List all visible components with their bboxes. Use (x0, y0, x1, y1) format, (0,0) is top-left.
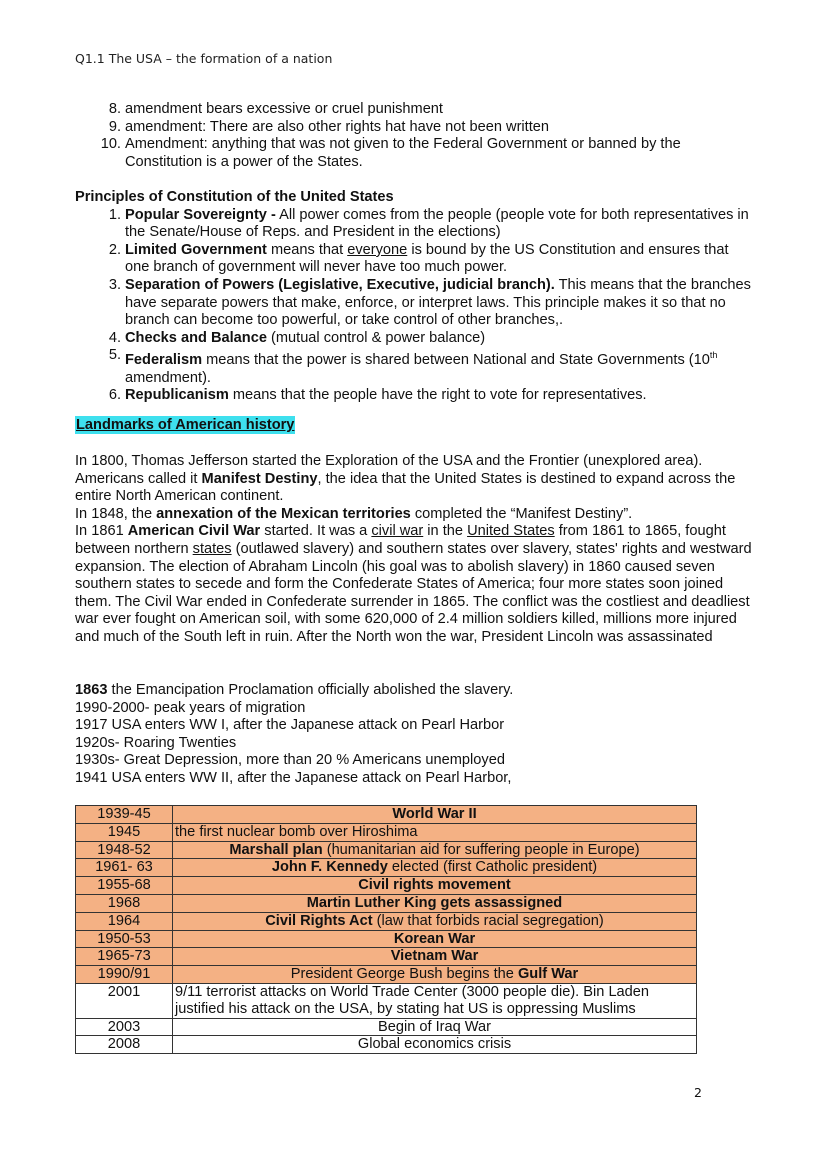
table-row: 1968 Martin Luther King gets assassigned (76, 894, 697, 912)
principles-block (75, 189, 755, 405)
list-item: 9. amendment: There are also other rights hat have not been written (108, 118, 550, 135)
table-row: 1961- 63 John F. Kennedy elected (first Catholic president) (76, 859, 697, 877)
dates-block (75, 682, 755, 788)
page-header: Q1.1 The USA – the formation of a nation (75, 51, 333, 66)
landmarks-text (75, 453, 753, 647)
paragraph: In 1800, Thomas Jefferson started the Exploration of the USA and the Frontier (unexplored area). Americans called it Manifest Destiny, the idea that the United States is destined to expand across the entire North American continent. (75, 453, 736, 505)
amendments-block (75, 101, 755, 171)
paragraph: In 1861 American Civil War started. It was a civil war in the United States from 1861 to 1865, fought between northern states (outlawed slavery) and southern states over slavery, states' rights and westward expansion. The election of Abraham Lincoln (his goal was to abolish slavery) in 1860 caused seven southern states to secede and form the Confederate States of America; four more states soon joined them. The Civil War ended in Confederate surrender in 1865. The conflict was the costliest and deadliest war ever fought on American soil, with some 620,000 of 2.4 million soldiers killed, millions more injured and much of the South left in ruin. After the North won the war, President Lincoln was assassinated (75, 523, 752, 645)
principles-list (75, 207, 755, 405)
table-row: 1965-73 Vietnam War (76, 948, 697, 966)
timeline-table (75, 805, 697, 1054)
table-row: 2008 Global economics crisis (76, 1036, 697, 1054)
landmarks-heading: Landmarks of American history (76, 417, 295, 433)
date-line: 1941 USA enters WW II, after the Japanese attack on Pearl Harbor, (75, 769, 512, 786)
list-item: 2. Limited Government means that everyone is bound by the US Constitution and ensures that one branch of government will never have too much power. (108, 241, 729, 276)
date-line: 1863 the Emancipation Proclamation officially abolished the slavery. (75, 682, 514, 698)
page-number: 2 (694, 1085, 702, 1100)
table-row: 1964 Civil Rights Act (law that forbids racial segregation) (76, 912, 697, 930)
table-row: 1948-52 Marshall plan (humanitarian aid for suffering people in Europe) (76, 841, 697, 859)
table-row: 1950-53 Korean War (76, 930, 697, 948)
date-line: 1920s- Roaring Twenties (75, 734, 237, 751)
list-item: 3. Separation of Powers (Legislative, Executive, judicial branch). This means that the branches have separate powers that make, enforce, or interpret laws. This principle makes it so that no branch can become too powerful, or take control of other branches,. (108, 276, 751, 329)
table-row: 1945 the first nuclear bomb over Hiroshima (76, 823, 697, 841)
list-item: 10. Amendment: anything that was not given to the Federal Government or banned by the Constitution is a power of the States. (100, 136, 681, 170)
principles-heading: Principles of Constitution of the United States (75, 189, 394, 205)
list-item: 6. Republicanism means that the people have the right to vote for representatives. (108, 387, 647, 404)
paragraph: In 1848, the annexation of the Mexican territories completed the “Manifest Destiny”. (75, 505, 633, 522)
list-item: 1. Popular Sovereignty - All power comes from the people (people vote for both representatives in the Senate/House of Reps. and President in the elections) (108, 206, 749, 241)
list-item: 5. Federalism means that the power is shared between National and State Governments (10th amendment). (108, 347, 718, 386)
table-row: 1955-68 Civil rights movement (76, 877, 697, 895)
date-line: 1990-2000- peak years of migration (75, 699, 306, 716)
amendments-list (75, 101, 755, 171)
table-row: 2003 Begin of Iraq War (76, 1018, 697, 1036)
list-item: 8. amendment bears excessive or cruel punishment (108, 101, 443, 117)
table-row: 1939-45 World War II (76, 806, 697, 824)
table-row: 1990/91 President George Bush begins the Gulf War (76, 966, 697, 984)
list-item: 4. Checks and Balance (mutual control & power balance) (108, 329, 486, 346)
date-line: 1917 USA enters WW I, after the Japanese attack on Pearl Harbor (75, 717, 505, 734)
date-line: 1930s- Great Depression, more than 20 % Americans unemployed (75, 752, 505, 769)
table-row: 2001 9/11 terrorist attacks on World Trade Center (3000 people die). Bin Laden justified his attack on the USA, by stating hat US is oppressing Muslims (76, 983, 697, 1018)
